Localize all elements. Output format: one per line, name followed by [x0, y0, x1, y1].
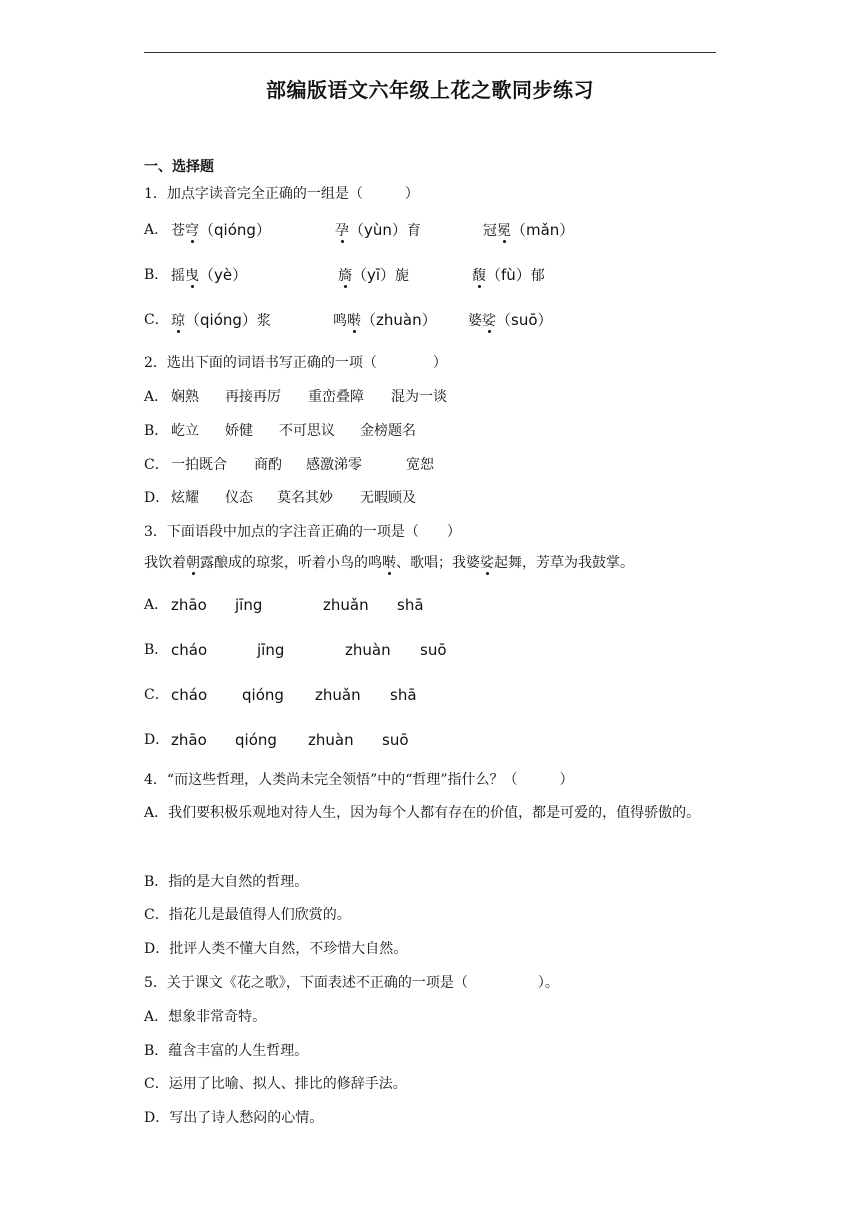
- dotted-char: 娑: [482, 313, 496, 329]
- option-label: D．: [144, 490, 170, 506]
- dotted-char: 啭: [382, 555, 396, 571]
- q1-stem: 1．加点字读音完全正确的一组是（ ）: [144, 186, 419, 202]
- pinyin-item: zhuǎn: [323, 596, 369, 614]
- pinyin-item: zhāo: [171, 731, 207, 749]
- q4-option-b: B．指的是大自然的哲理。: [144, 874, 309, 890]
- option-word: 娇健: [225, 423, 253, 439]
- option-word-2: 旖（yī）旎: [338, 266, 410, 284]
- dotted-char: 冕: [497, 223, 511, 239]
- option-word: 无暇顾及: [360, 490, 416, 506]
- pinyin-item: cháo: [171, 686, 208, 704]
- pinyin-item: suō: [420, 641, 447, 659]
- option-word: 宽恕: [406, 457, 434, 473]
- q1-option-a: [144, 223, 744, 243]
- option-word-2: 鸣啭（zhuàn）: [333, 311, 437, 329]
- option-word: 不可思议: [279, 423, 335, 439]
- option-word-2: 孕（yùn）育: [335, 221, 421, 239]
- q4-option-c: C．指花儿是最值得人们欣赏的。: [144, 907, 351, 923]
- pinyin-item: zhuàn: [308, 731, 354, 749]
- pinyin-item: qióng: [235, 731, 277, 749]
- q2-option-b: [144, 424, 744, 444]
- q5-option-a: A．想象非常奇特。: [144, 1009, 267, 1025]
- option-word: 金榜题名: [360, 423, 416, 439]
- q3-passage: 我饮着朝露酿成的琼浆，听着小鸟的鸣啭、歌唱；我婆娑起舞，芳草为我鼓掌。: [144, 555, 634, 571]
- q1-option-b: [144, 268, 744, 288]
- q3-option-c: [144, 688, 744, 708]
- q1-option-c: [144, 313, 744, 333]
- section-heading: 一、选择题: [144, 159, 214, 175]
- dotted-char: 馥: [472, 268, 486, 284]
- option-word-1: 苍穹（qióng）: [171, 221, 271, 239]
- option-word: 莫名其妙: [277, 490, 333, 506]
- q3-option-b: [144, 643, 744, 663]
- option-label: B．: [144, 642, 169, 658]
- q5-option-b: B．蕴含丰富的人生哲理。: [144, 1043, 309, 1059]
- option-word: 一拍既合: [171, 457, 227, 473]
- pinyin-item: shā: [390, 686, 417, 704]
- dotted-char: 孕: [335, 223, 349, 239]
- option-label: C．: [144, 457, 169, 473]
- option-word-3: 婆娑（suō）: [468, 311, 553, 329]
- pinyin-item: zhāo: [171, 596, 207, 614]
- pinyin-item: zhuàn: [345, 641, 391, 659]
- q3-option-d: [144, 733, 744, 753]
- option-label: A．: [144, 222, 169, 238]
- page-title: 部编版语文六年级上花之歌同步练习: [266, 78, 594, 102]
- q4-stem: 4．“而这些哲理，人类尚未完全领悟”中的“哲理”指什么？（ ）: [144, 772, 574, 788]
- dotted-char: 曳: [185, 268, 199, 284]
- dotted-char: 穹: [185, 223, 199, 239]
- option-word: 感激涕零: [306, 457, 362, 473]
- pinyin-item: qióng: [242, 686, 284, 704]
- option-label: C．: [144, 312, 169, 328]
- option-label: A．: [144, 597, 169, 613]
- option-label: A．: [144, 389, 169, 405]
- option-label: B．: [144, 267, 169, 283]
- q5-option-d: D．写出了诗人愁闷的心情。: [144, 1110, 324, 1126]
- option-word-1: 摇曳（yè）: [171, 266, 248, 284]
- header-rule: [144, 52, 716, 53]
- dotted-char: 琼: [171, 313, 185, 329]
- q4-option-d: D．批评人类不懂大自然，不珍惜大自然。: [144, 941, 408, 957]
- option-word: 再接再厉: [225, 389, 281, 405]
- dotted-char: 娑: [480, 555, 494, 571]
- dotted-char: 旖: [338, 268, 352, 284]
- pinyin-item: jīng: [235, 596, 263, 614]
- pinyin-item: shā: [397, 596, 424, 614]
- q2-option-d: [144, 491, 744, 511]
- option-word: 重峦叠障: [308, 389, 364, 405]
- q2-stem: 2．选出下面的词语书写正确的一项（ ）: [144, 355, 447, 371]
- option-word: 娴熟: [171, 389, 199, 405]
- q3-stem: 3．下面语段中加点的字注音正确的一项是（ ）: [144, 524, 461, 540]
- q2-option-a: [144, 390, 744, 410]
- q2-option-c: [144, 458, 744, 478]
- dotted-char: 朝: [186, 555, 200, 571]
- option-word: 炫耀: [171, 490, 199, 506]
- pinyin-item: suō: [382, 731, 409, 749]
- option-word: 仪态: [225, 490, 253, 506]
- pinyin-item: cháo: [171, 641, 208, 659]
- dotted-char: 啭: [347, 313, 361, 329]
- pinyin-item: jīng: [257, 641, 285, 659]
- option-word: 商酌: [254, 457, 282, 473]
- q5-option-c: C．运用了比喻、拟人、排比的修辞手法。: [144, 1076, 407, 1092]
- pinyin-item: zhuǎn: [315, 686, 361, 704]
- q3-option-a: [144, 598, 744, 618]
- q5-stem: 5．关于课文《花之歌》，下面表述不正确的一项是（ ）。: [144, 975, 559, 991]
- option-word: 混为一谈: [391, 389, 447, 405]
- option-word-3: 馥（fù）郁: [472, 266, 545, 284]
- q4-option-a: A．我们要积极乐观地对待人生，因为每个人都有存在的价值，都是可爱的，值得骄傲的。: [144, 805, 701, 821]
- option-label: D．: [144, 732, 170, 748]
- option-word-3: 冠冕（mǎn）: [483, 221, 575, 239]
- option-word: 屹立: [171, 423, 199, 439]
- option-label: B．: [144, 423, 169, 439]
- option-label: C．: [144, 687, 169, 703]
- option-word-1: 琼（qióng）浆: [171, 311, 271, 329]
